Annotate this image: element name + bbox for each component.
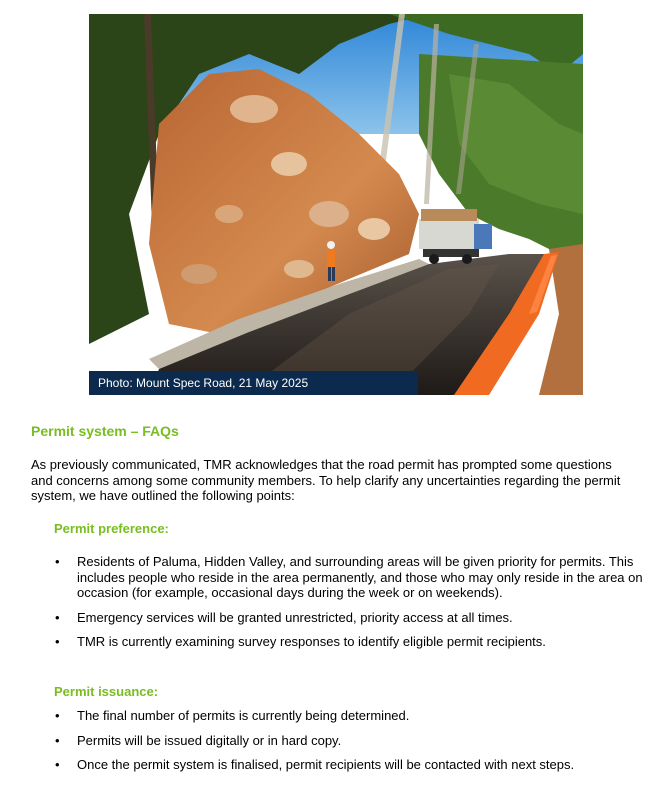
list-item: [54, 733, 644, 749]
bullet-icon: •: [55, 634, 60, 649]
list-item-text: Residents of Paluma, Hidden Valley, and surrounding areas will be given priority for permits. This includes people who reside in the area permanently, and those who may only reside in the area on occasion (for example, occasional days during the week or on weekends).: [77, 554, 643, 600]
list-item: [54, 708, 644, 724]
list-item-text: TMR is currently examining survey responses to identify eligible permit recipients.: [77, 634, 546, 649]
permit-issuance-list: [54, 708, 644, 782]
bullet-icon: •: [55, 609, 60, 625]
road-photo: [89, 14, 583, 395]
bullet-icon: •: [55, 708, 60, 723]
section-title: Permit system – FAQs: [31, 423, 179, 439]
list-item-text: Permits will be issued digitally or in hard copy.: [77, 732, 342, 748]
intro-paragraph: As previously communicated, TMR acknowledges that the road permit has prompted some questions and concerns among some community members. To help clarify any uncertainties regarding the permit system, we have outlined the following points:: [31, 457, 621, 503]
list-item: [54, 554, 644, 601]
list-item: [54, 757, 644, 773]
bullet-icon: •: [55, 732, 60, 748]
permit-preference-list: [54, 554, 644, 659]
list-item-text: Emergency services will be granted unrestricted, priority access at all times.: [77, 609, 513, 625]
permit-issuance-heading: Permit issuance:: [54, 684, 159, 699]
road-photo-image: [89, 14, 583, 395]
bullet-icon: •: [55, 757, 60, 772]
list-item-text: Once the permit system is finalised, permit recipients will be contacted with next steps.: [77, 757, 575, 772]
list-item-text: The final number of permits is currently being determined.: [77, 708, 410, 723]
list-item: [54, 610, 644, 626]
list-item: [54, 634, 644, 650]
photo-caption: Photo: Mount Spec Road, 21 May 2025: [89, 371, 418, 395]
permit-preference-heading: Permit preference:: [54, 521, 169, 536]
bullet-icon: •: [55, 554, 60, 569]
